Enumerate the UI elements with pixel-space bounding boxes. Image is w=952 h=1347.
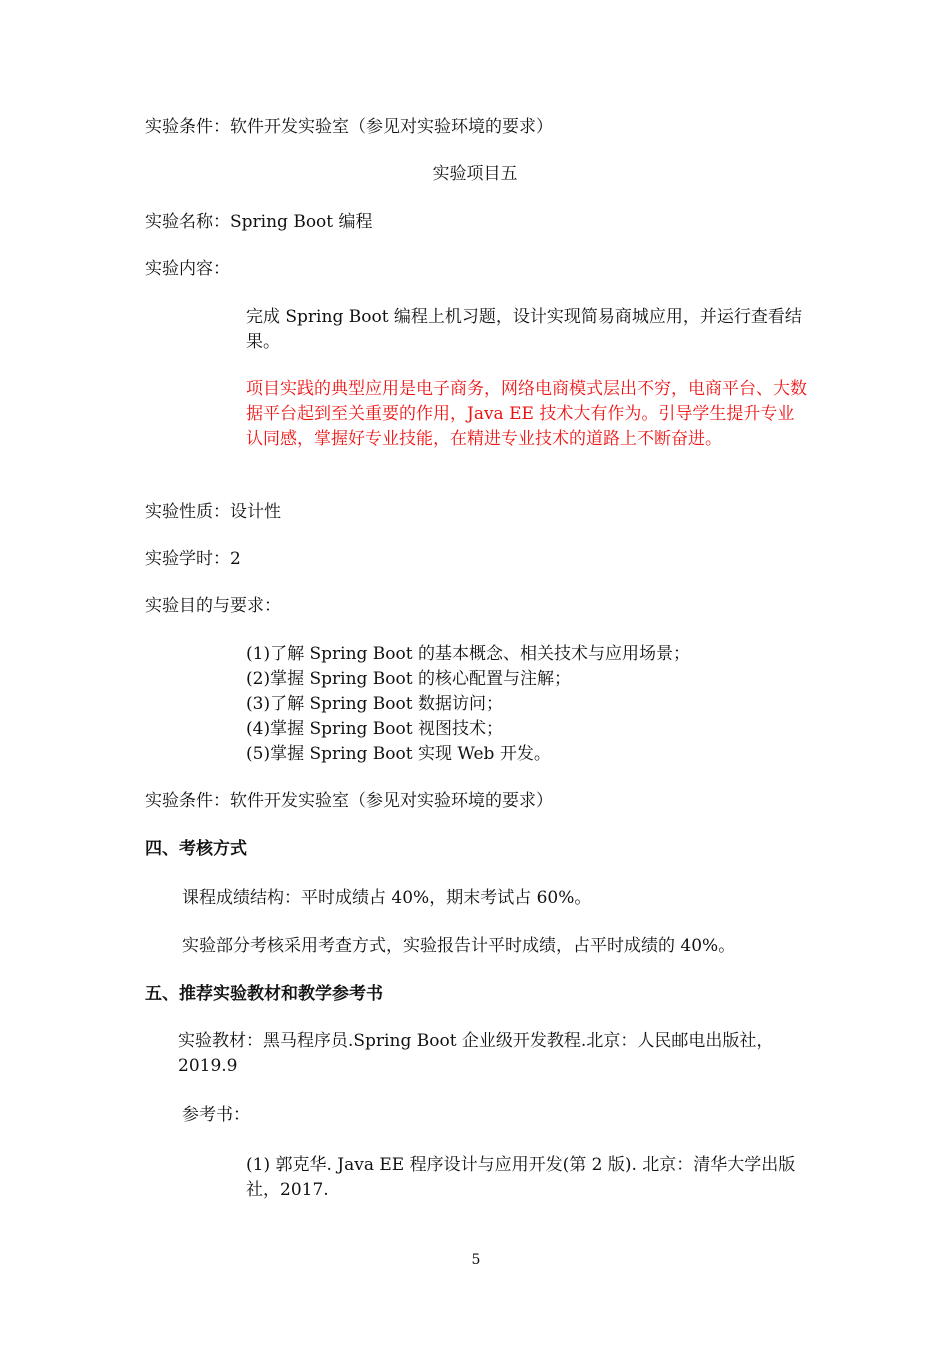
goal-item: (1)了解 Spring Boot 的基本概念、相关技术与应用场景； (246, 644, 691, 664)
references-label: 参考书： (182, 1105, 250, 1125)
goal-item: (3)了解 Spring Boot 数据访问； (246, 694, 504, 714)
goal-item: (5)掌握 Spring Boot 实现 Web 开发。 (246, 744, 551, 764)
experiment-goal-label: 实验目的与要求： (145, 596, 281, 616)
section-four-heading: 四、考核方式 (145, 839, 247, 859)
experiment-hours: 实验学时：2 (145, 549, 241, 569)
course-ideology-paragraph: 项目实践的典型应用是电子商务，网络电商模式层出不穷，电商平台、大数据平台起到至关重要的作用，Java EE 技术大有作为。引导学生提升专业认同感，掌握好专业技能，在精进专业技术的道路上不断奋进。 (246, 379, 807, 449)
goal-item: (4)掌握 Spring Boot 视图技术； (246, 719, 504, 739)
section-five-heading: 五、推荐实验教材和教学参考书 (145, 984, 383, 1004)
experiment-content-label: 实验内容： (145, 259, 230, 279)
experiment-nature: 实验性质：设计性 (145, 502, 281, 522)
experiment-project-title: 实验项目五 (432, 164, 518, 184)
lab-assessment: 实验部分考核采用考查方式，实验报告计平时成绩，占平时成绩的 40%。 (182, 936, 736, 956)
reference-item: (1) 郭克华. Java EE 程序设计与应用开发(第 2 版). 北京：清华大学出版社，2017. (246, 1155, 796, 1200)
experiment-goal-list (246, 642, 806, 767)
grade-structure: 课程成绩结构：平时成绩占 40%，期末考试占 60%。 (182, 888, 592, 908)
page-number: 5 (471, 1252, 481, 1268)
goal-item: (2)掌握 Spring Boot 的核心配置与注解； (246, 669, 572, 689)
experiment-condition-bottom: 实验条件：软件开发实验室（参见对实验环境的要求） (145, 791, 553, 811)
experiment-content-paragraph: 完成 Spring Boot 编程上机习题，设计实现简易商城应用，并运行查看结果。 (246, 307, 802, 352)
experiment-textbook: 实验教材：黑马程序员.Spring Boot 企业级开发教程.北京：人民邮电出版社，2019.9 (178, 1031, 774, 1076)
experiment-condition-top: 实验条件：软件开发实验室（参见对实验环境的要求） (145, 117, 553, 137)
experiment-name: 实验名称：Spring Boot 编程 (145, 212, 373, 232)
